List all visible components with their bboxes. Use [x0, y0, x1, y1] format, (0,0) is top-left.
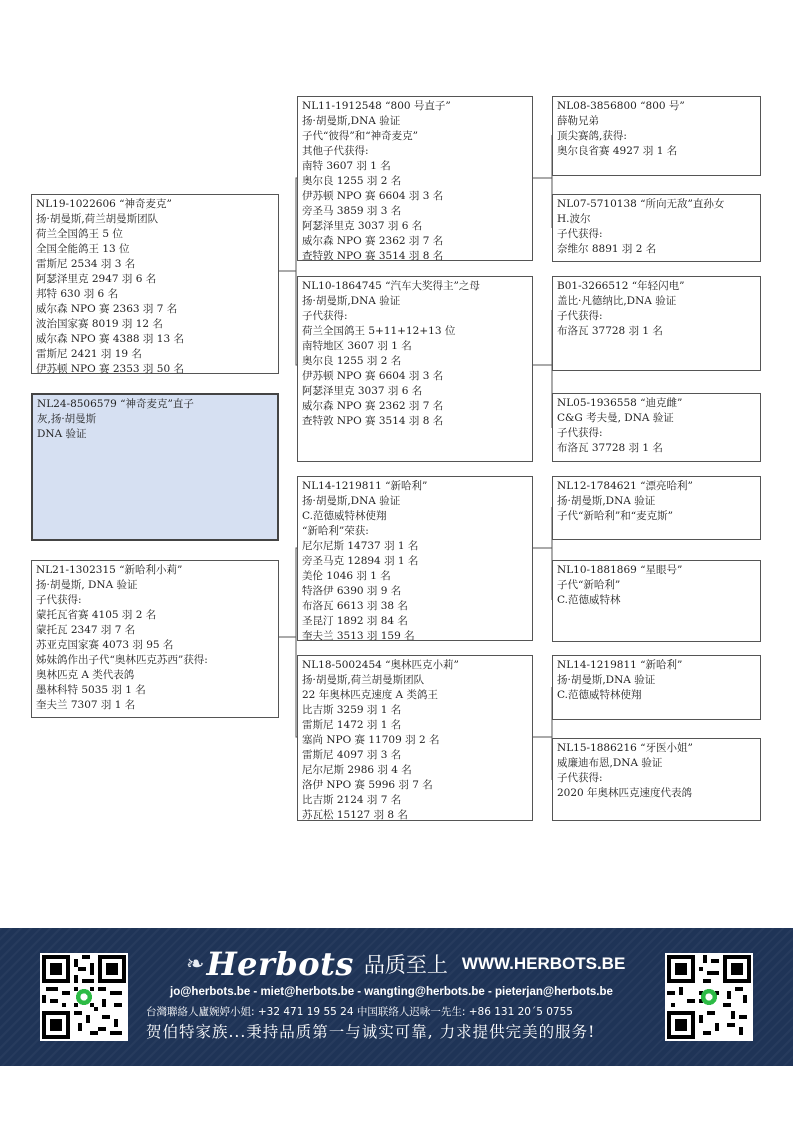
sire-line: NL19-1022606 “神奇麦克” [36, 198, 172, 210]
dam-line: 姊妹鸽作出子代“奥林匹克苏西”获得: [36, 654, 208, 666]
great-grandparent-box [552, 476, 761, 540]
dam-sire-line: “新哈利”荣获: [302, 525, 369, 537]
connector-sd-b [533, 365, 552, 428]
brand-logo-text: Herbots [206, 945, 354, 983]
connector-ss-b [533, 178, 552, 228]
sire-line: 全国全能鸽王 13 位 [36, 243, 130, 255]
dam-line: NL21-1302315 “新哈利小莉” [36, 564, 183, 576]
sire-dam-line: NL10-1864745 “汽车大奖得主”之母 [302, 280, 480, 292]
subject-pigeon-box [31, 393, 279, 541]
ancestor-line: 顶尖赛鸽,获得: [557, 130, 627, 142]
wing-logo-icon: ❧ [186, 951, 205, 977]
great-grandparent-box [552, 96, 761, 176]
dam-line: 子代获得: [36, 594, 82, 606]
sire-line: 扬·胡曼斯,荷兰胡曼斯团队 [36, 213, 159, 225]
dam-sire-line: NL14-1219811 “新哈利” [302, 480, 428, 492]
dam-line: 奥林匹克 A 类代表鸽 [36, 669, 135, 681]
ancestor-line: NL07-5710138 “所向无敌”直孙女 [557, 198, 725, 210]
sire-sire-line: 阿瑟泽里克 3037 羽 6 名 [302, 220, 423, 232]
sire-dam-line: 伊苏顿 NPO 赛 6604 羽 3 名 [302, 370, 444, 382]
dam-dam-line: 22 年奥林匹克速度 A 类鸽王 [302, 689, 438, 701]
sire-line: 雷斯尼 2421 羽 19 名 [36, 348, 142, 360]
sire-dam-line: 阿瑟泽里克 3037 羽 6 名 [302, 385, 423, 397]
dam-sire-line: 特洛伊 6390 羽 9 名 [302, 585, 402, 597]
ancestor-line: NL08-3856800 “800 号” [557, 100, 685, 112]
sire-dam-box [297, 276, 533, 462]
sire-line: 伊苏顿 NPO 赛 2353 羽 50 名 [36, 363, 184, 374]
connector-dd-b [533, 737, 552, 780]
brand-row [186, 944, 625, 984]
sire-dam-line: 扬·胡曼斯,DNA 验证 [302, 295, 401, 307]
ancestor-line: NL10-1881869 “星眼号” [557, 564, 683, 576]
connector-sd [533, 310, 552, 365]
sire-sire-line: 威尔森 NPO 赛 2362 羽 7 名 [302, 235, 444, 247]
phone-contacts: 台灣聯絡人廬婉婷小姐: +32 471 19 55 24 中国联络人迟咏一先生: +86 131 20´5 0755 [146, 1006, 573, 1018]
wechat-qr-code-right[interactable] [665, 953, 753, 1041]
sire-dam-line: 荷兰全国鸽王 5+11+12+13 位 [302, 325, 456, 337]
dam-dam-line: 雷斯尼 4097 羽 3 名 [302, 749, 402, 761]
ancestor-line: 子代获得: [557, 310, 603, 322]
ancestor-line: 扬·胡曼斯,DNA 验证 [557, 495, 656, 507]
sire-sire-box [297, 96, 533, 261]
dam-sire-line: C.范德威特林使翔 [302, 510, 387, 522]
sire-dam-line: 威尔森 NPO 赛 2362 羽 7 名 [302, 400, 444, 412]
footer-banner [0, 928, 793, 1066]
dam-dam-box [297, 655, 533, 821]
sire-line: 雷斯尼 2534 羽 3 名 [36, 258, 136, 270]
email-contacts[interactable]: jo@herbots.be - miet@herbots.be - wangting@herbots.be - pieterjan@herbots.be [170, 986, 613, 998]
sire-dam-line: 子代获得: [302, 310, 348, 322]
connector-dam-dam-link [279, 637, 297, 737]
dam-dam-line: 比吉斯 2124 羽 7 名 [302, 794, 402, 806]
page-bottom-margin [0, 1066, 793, 1122]
great-grandparent-box [552, 738, 761, 821]
ancestor-line: 盖比·凡德纳比,DNA 验证 [557, 295, 677, 307]
dam-line: 扬·胡曼斯, DNA 验证 [36, 579, 138, 591]
ancestor-line: 薛勒兄弟 [557, 115, 599, 127]
dam-dam-line: 比吉斯 3259 羽 1 名 [302, 704, 402, 716]
ancestor-line: 扬·胡曼斯,DNA 验证 [557, 674, 656, 686]
dam-line: 蒙托瓦 2347 羽 7 名 [36, 624, 136, 636]
dam-sire-line: 奎夫兰 3513 羽 159 名 [302, 630, 415, 641]
connector-sire [279, 178, 297, 271]
dam-sire-line: 尼尔尼斯 14737 羽 1 名 [302, 540, 419, 552]
connector-ss [533, 135, 552, 178]
ancestor-line: 奈维尔 8891 羽 2 名 [557, 243, 657, 255]
sire-sire-line: 子代“彼得”和“神奇麦克” [302, 130, 418, 142]
sire-sire-line: 旁圣马 3859 羽 3 名 [302, 205, 402, 217]
sire-line: 威尔森 NPO 赛 4388 羽 13 名 [36, 333, 184, 345]
sire-line: 荷兰全国鸽王 5 位 [36, 228, 123, 240]
dam-sire-line: 扬·胡曼斯,DNA 验证 [302, 495, 401, 507]
dam-box [31, 560, 279, 718]
great-grandparent-box [552, 560, 761, 642]
sire-sire-line: 扬·胡曼斯,DNA 验证 [302, 115, 401, 127]
ancestor-line: 威廉迪布恩,DNA 验证 [557, 757, 663, 769]
great-grandparent-box [552, 655, 761, 720]
ancestor-line: 2020 年奥林匹克速度代表鸽 [557, 787, 693, 799]
ancestor-line: 子代“新哈利” [557, 579, 621, 591]
sire-sire-line: 其他子代获得: [302, 145, 369, 157]
ancestor-line: 子代“新哈利”和“麦克斯” [557, 510, 673, 522]
subject-line: 灰,扬·胡曼斯 [37, 413, 97, 425]
sire-dam-line: 南特地区 3607 羽 1 名 [302, 340, 412, 352]
sire-sire-line: 奥尔良 1255 羽 2 名 [302, 175, 402, 187]
connector-ds-b [533, 548, 552, 600]
ancestor-line: C.范德威特林 [557, 594, 621, 606]
dam-sire-line: 美伦 1046 羽 1 名 [302, 570, 391, 582]
sire-sire-line: NL11-1912548 “800 号直子” [302, 100, 451, 112]
dam-sire-line: 圣昆汀 1892 羽 84 名 [302, 615, 408, 627]
great-grandparent-box [552, 276, 761, 371]
dam-sire-line: 布洛瓦 6613 羽 38 名 [302, 600, 408, 612]
ancestor-line: 子代获得: [557, 772, 603, 784]
ancestor-line: 布洛瓦 37728 羽 1 名 [557, 442, 663, 454]
dam-dam-line: 尼尔尼斯 2986 羽 4 名 [302, 764, 412, 776]
ancestor-line: 子代获得: [557, 228, 603, 240]
sire-line: 威尔森 NPO 赛 2363 羽 7 名 [36, 303, 178, 315]
ancestor-line: B01-3266512 “年轻闪电” [557, 280, 685, 292]
sire-line: 邦特 630 羽 6 名 [36, 288, 119, 300]
dam-line: 苏亚克国家赛 4073 羽 95 名 [36, 639, 174, 651]
connector-ds [533, 507, 552, 548]
connector-dam [279, 548, 297, 637]
ancestor-line: NL14-1219811 “新哈利” [557, 659, 683, 671]
dam-dam-line: 扬·胡曼斯,荷兰胡曼斯团队 [302, 674, 425, 686]
connector-dd [533, 687, 552, 737]
dam-line: 蒙托瓦省赛 4105 羽 2 名 [36, 609, 157, 621]
sire-dam-line: 查特敦 NPO 赛 3514 羽 8 名 [302, 415, 444, 427]
sire-sire-line: 伊苏顿 NPO 赛 6604 羽 3 名 [302, 190, 444, 202]
wechat-qr-code-left[interactable] [40, 953, 128, 1041]
sire-line: 阿瑟泽里克 2947 羽 6 名 [36, 273, 157, 285]
brand-slogan: 品质至上 [363, 953, 448, 977]
ancestor-line: H.波尔 [557, 213, 591, 225]
great-grandparent-box [552, 194, 761, 262]
subject-line: NL24-8506579 “神奇麦克”直子 [37, 398, 194, 410]
sire-sire-line: 南特 3607 羽 1 名 [302, 160, 391, 172]
sire-line: 波治国家赛 8019 羽 12 名 [36, 318, 163, 330]
connector-sire-dam-link [279, 271, 297, 365]
dam-dam-line: 苏瓦松 15127 羽 8 名 [302, 809, 408, 821]
ancestor-line: NL12-1784621 “漂亮哈利” [557, 480, 693, 492]
great-grandparent-box [552, 393, 761, 462]
subject-line: DNA 验证 [37, 428, 87, 440]
dam-line: 奎夫兰 7307 羽 1 名 [36, 699, 136, 711]
sire-sire-line: 查特敦 NPO 赛 3514 羽 8 名 [302, 250, 444, 261]
dam-dam-line: 洛伊 NPO 赛 5996 羽 7 名 [302, 779, 433, 791]
dam-line: 墨林科特 5035 羽 1 名 [36, 684, 146, 696]
dam-sire-line: 旁圣马克 12894 羽 1 名 [302, 555, 419, 567]
ancestor-line: C.范德威特林使翔 [557, 689, 642, 701]
ancestor-line: NL15-1886216 “牙医小姐” [557, 742, 693, 754]
ancestor-line: 布洛瓦 37728 羽 1 名 [557, 325, 663, 337]
ancestor-line: 子代获得: [557, 427, 603, 439]
website-link[interactable]: WWW.HERBOTS.BE [461, 954, 626, 973]
dam-dam-line: 雷斯尼 1472 羽 1 名 [302, 719, 402, 731]
ancestor-line: 奥尔良省赛 4927 羽 1 名 [557, 145, 678, 157]
ancestor-line: NL05-1936558 “迪克雌” [557, 397, 683, 409]
dam-dam-line: NL18-5002454 “奥林匹克小莉” [302, 659, 459, 671]
dam-sire-box [297, 476, 533, 641]
ancestor-line: C&G 考夫曼, DNA 验证 [557, 412, 674, 424]
company-motto: 贺伯特家族...秉持品质第一与诚实可靠, 力求提供完美的服务! [146, 1023, 596, 1041]
sire-dam-line: 奥尔良 1255 羽 2 名 [302, 355, 402, 367]
dam-dam-line: 塞尚 NPO 赛 11709 羽 2 名 [302, 734, 440, 746]
sire-box [31, 194, 279, 374]
